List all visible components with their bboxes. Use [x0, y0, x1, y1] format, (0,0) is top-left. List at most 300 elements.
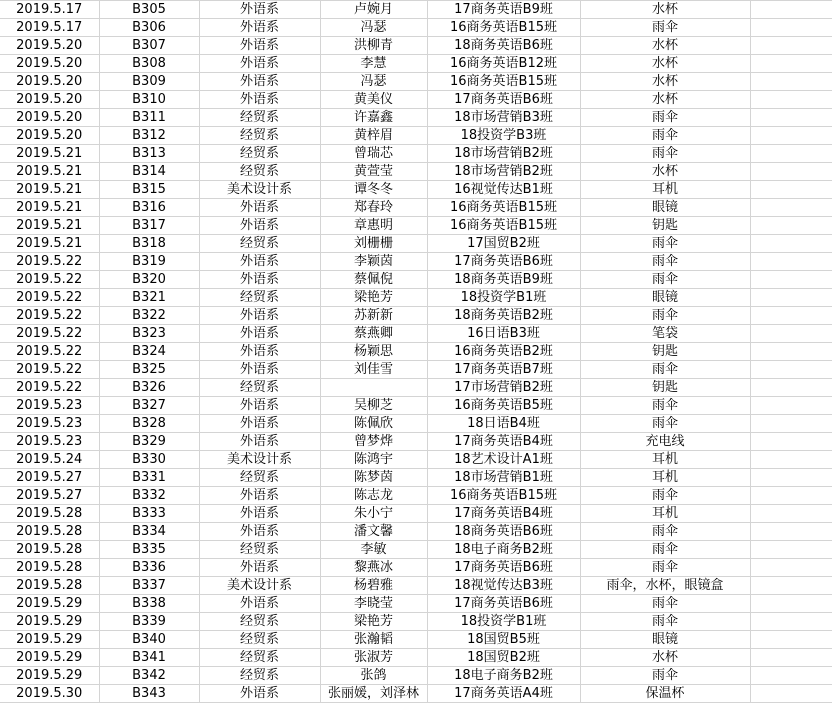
class-cell[interactable]: 17商务英语B6班 [427, 595, 580, 613]
date-cell[interactable]: 2019.5.21 [0, 235, 99, 253]
date-cell[interactable]: 2019.5.28 [0, 505, 99, 523]
table-row [0, 73, 832, 91]
item-cell[interactable]: 雨伞 [580, 145, 750, 163]
room-cell[interactable]: B324 [99, 343, 199, 361]
table-row [0, 235, 832, 253]
table-row [0, 55, 832, 73]
empty-cell[interactable] [750, 19, 832, 37]
student-name-cell[interactable]: 郑春玲 [320, 199, 427, 217]
class-cell[interactable]: 18市场营销B1班 [427, 469, 580, 487]
class-cell[interactable]: 16视觉传达B1班 [427, 181, 580, 199]
room-cell[interactable]: B323 [99, 325, 199, 343]
date-cell[interactable]: 2019.5.21 [0, 163, 99, 181]
class-cell[interactable]: 18国贸B2班 [427, 649, 580, 667]
room-cell[interactable]: B339 [99, 613, 199, 631]
date-cell[interactable]: 2019.5.21 [0, 181, 99, 199]
table-row [0, 469, 832, 487]
item-cell[interactable]: 雨伞 [580, 271, 750, 289]
empty-cell[interactable] [750, 613, 832, 631]
student-name-cell[interactable]: 冯瑟 [320, 19, 427, 37]
date-cell[interactable]: 2019.5.22 [0, 289, 99, 307]
empty-cell[interactable] [750, 55, 832, 73]
empty-cell[interactable] [750, 451, 832, 469]
table-row [0, 577, 832, 595]
class-cell[interactable]: 17国贸B2班 [427, 235, 580, 253]
table-row [0, 343, 832, 361]
item-cell[interactable]: 水杯 [580, 1, 750, 19]
empty-cell[interactable] [750, 649, 832, 667]
department-cell[interactable]: 外语系 [199, 19, 320, 37]
student-name-cell[interactable]: 曾梦烨 [320, 433, 427, 451]
class-cell[interactable]: 18电子商务B2班 [427, 667, 580, 685]
item-cell[interactable]: 雨伞 [580, 235, 750, 253]
department-cell[interactable]: 外语系 [199, 685, 320, 703]
empty-cell[interactable] [750, 235, 832, 253]
item-cell[interactable]: 雨伞 [580, 523, 750, 541]
room-cell[interactable]: B340 [99, 631, 199, 649]
student-name-cell[interactable]: 陈鸿宇 [320, 451, 427, 469]
department-cell[interactable]: 外语系 [199, 433, 320, 451]
room-cell[interactable]: B307 [99, 37, 199, 55]
date-cell[interactable]: 2019.5.20 [0, 73, 99, 91]
room-cell[interactable]: B326 [99, 379, 199, 397]
item-cell[interactable]: 雨伞 [580, 109, 750, 127]
department-cell[interactable]: 经贸系 [199, 469, 320, 487]
date-cell[interactable]: 2019.5.20 [0, 109, 99, 127]
student-name-cell[interactable]: 刘栅栅 [320, 235, 427, 253]
empty-cell[interactable] [750, 163, 832, 181]
item-cell[interactable]: 雨伞 [580, 307, 750, 325]
department-cell[interactable]: 经贸系 [199, 667, 320, 685]
class-cell[interactable]: 16商务英语B15班 [427, 199, 580, 217]
room-cell[interactable]: B330 [99, 451, 199, 469]
table-row [0, 163, 832, 181]
empty-cell[interactable] [750, 595, 832, 613]
student-name-cell[interactable]: 张丽媛，刘泽林 [320, 685, 427, 703]
date-cell[interactable]: 2019.5.28 [0, 559, 99, 577]
class-cell[interactable]: 18投资学B1班 [427, 613, 580, 631]
date-cell[interactable]: 2019.5.17 [0, 1, 99, 19]
department-cell[interactable]: 外语系 [199, 343, 320, 361]
empty-cell[interactable] [750, 415, 832, 433]
class-cell[interactable]: 18艺术设计A1班 [427, 451, 580, 469]
class-cell[interactable]: 16商务英语B12班 [427, 55, 580, 73]
empty-cell[interactable] [750, 91, 832, 109]
empty-cell[interactable] [750, 145, 832, 163]
department-cell[interactable]: 经贸系 [199, 289, 320, 307]
class-cell[interactable]: 18视觉传达B3班 [427, 577, 580, 595]
item-cell[interactable]: 眼镜 [580, 289, 750, 307]
room-cell[interactable]: B342 [99, 667, 199, 685]
class-cell[interactable]: 17商务英语B7班 [427, 361, 580, 379]
class-cell[interactable]: 18投资学B3班 [427, 127, 580, 145]
empty-cell[interactable] [750, 217, 832, 235]
empty-cell[interactable] [750, 559, 832, 577]
department-cell[interactable]: 经贸系 [199, 145, 320, 163]
student-name-cell[interactable]: 陈梦茵 [320, 469, 427, 487]
table-row [0, 91, 832, 109]
date-cell[interactable]: 2019.5.22 [0, 253, 99, 271]
date-cell[interactable]: 2019.5.20 [0, 91, 99, 109]
class-cell[interactable]: 18商务英语B2班 [427, 307, 580, 325]
class-cell[interactable]: 17商务英语B4班 [427, 505, 580, 523]
room-cell[interactable]: B338 [99, 595, 199, 613]
date-cell[interactable]: 2019.5.23 [0, 415, 99, 433]
room-cell[interactable]: B334 [99, 523, 199, 541]
item-cell[interactable]: 雨伞 [580, 559, 750, 577]
table-row [0, 109, 832, 127]
department-cell[interactable]: 经贸系 [199, 649, 320, 667]
class-cell[interactable]: 17商务英语B4班 [427, 433, 580, 451]
room-cell[interactable]: B310 [99, 91, 199, 109]
empty-cell[interactable] [750, 253, 832, 271]
date-cell[interactable]: 2019.5.23 [0, 397, 99, 415]
class-cell[interactable]: 18市场营销B2班 [427, 163, 580, 181]
department-cell[interactable]: 外语系 [199, 91, 320, 109]
table-row [0, 505, 832, 523]
student-name-cell[interactable]: 黄美仪 [320, 91, 427, 109]
department-cell[interactable]: 外语系 [199, 73, 320, 91]
room-cell[interactable]: B313 [99, 145, 199, 163]
department-cell[interactable]: 外语系 [199, 307, 320, 325]
room-cell[interactable]: B333 [99, 505, 199, 523]
class-cell[interactable]: 16商务英语B2班 [427, 343, 580, 361]
empty-cell[interactable] [750, 685, 832, 703]
table-row [0, 217, 832, 235]
student-name-cell[interactable]: 李晓莹 [320, 595, 427, 613]
date-cell[interactable]: 2019.5.17 [0, 19, 99, 37]
room-cell[interactable]: B318 [99, 235, 199, 253]
class-cell[interactable]: 18市场营销B3班 [427, 109, 580, 127]
item-cell[interactable]: 水杯 [580, 91, 750, 109]
date-cell[interactable]: 2019.5.24 [0, 451, 99, 469]
item-cell[interactable]: 笔袋 [580, 325, 750, 343]
department-cell[interactable]: 外语系 [199, 595, 320, 613]
room-cell[interactable]: B320 [99, 271, 199, 289]
empty-cell[interactable] [750, 127, 832, 145]
table-row [0, 1, 832, 19]
item-cell[interactable]: 雨伞 [580, 595, 750, 613]
class-cell[interactable]: 17商务英语B6班 [427, 559, 580, 577]
table-row [0, 325, 832, 343]
student-name-cell[interactable]: 曾瑞芯 [320, 145, 427, 163]
department-cell[interactable]: 外语系 [199, 325, 320, 343]
room-cell[interactable]: B306 [99, 19, 199, 37]
room-cell[interactable]: B309 [99, 73, 199, 91]
room-cell[interactable]: B321 [99, 289, 199, 307]
student-name-cell[interactable]: 卢婉月 [320, 1, 427, 19]
item-cell[interactable]: 雨伞，水杯，眼镜盒 [580, 577, 750, 595]
student-name-cell[interactable]: 朱小宁 [320, 505, 427, 523]
class-cell[interactable]: 17商务英语B6班 [427, 253, 580, 271]
empty-cell[interactable] [750, 361, 832, 379]
student-name-cell[interactable]: 黄萱莹 [320, 163, 427, 181]
room-cell[interactable]: B327 [99, 397, 199, 415]
empty-cell[interactable] [750, 667, 832, 685]
student-name-cell[interactable]: 黄梓眉 [320, 127, 427, 145]
item-cell[interactable]: 雨伞 [580, 613, 750, 631]
empty-cell[interactable] [750, 631, 832, 649]
room-cell[interactable]: B332 [99, 487, 199, 505]
department-cell[interactable]: 经贸系 [199, 109, 320, 127]
student-name-cell[interactable]: 刘佳雪 [320, 361, 427, 379]
room-cell[interactable]: B337 [99, 577, 199, 595]
class-cell[interactable]: 18日语B4班 [427, 415, 580, 433]
date-cell[interactable]: 2019.5.29 [0, 667, 99, 685]
department-cell[interactable]: 外语系 [199, 361, 320, 379]
student-name-cell[interactable]: 李敏 [320, 541, 427, 559]
department-cell[interactable]: 外语系 [199, 55, 320, 73]
department-cell[interactable]: 外语系 [199, 37, 320, 55]
empty-cell[interactable] [750, 37, 832, 55]
room-cell[interactable]: B315 [99, 181, 199, 199]
class-cell[interactable]: 18市场营销B2班 [427, 145, 580, 163]
date-cell[interactable]: 2019.5.28 [0, 523, 99, 541]
item-cell[interactable]: 水杯 [580, 55, 750, 73]
table-row [0, 145, 832, 163]
room-cell[interactable]: B311 [99, 109, 199, 127]
department-cell[interactable]: 外语系 [199, 1, 320, 19]
student-name-cell[interactable]: 李慧 [320, 55, 427, 73]
class-cell[interactable]: 18国贸B5班 [427, 631, 580, 649]
date-cell[interactable]: 2019.5.22 [0, 379, 99, 397]
student-name-cell[interactable]: 梁艳芳 [320, 289, 427, 307]
class-cell[interactable]: 16商务英语B15班 [427, 19, 580, 37]
empty-cell[interactable] [750, 109, 832, 127]
department-cell[interactable]: 经贸系 [199, 163, 320, 181]
date-cell[interactable]: 2019.5.29 [0, 631, 99, 649]
item-cell[interactable]: 水杯 [580, 163, 750, 181]
item-cell[interactable]: 雨伞 [580, 415, 750, 433]
item-cell[interactable]: 雨伞 [580, 19, 750, 37]
student-name-cell[interactable]: 蔡佩倪 [320, 271, 427, 289]
item-cell[interactable]: 耳机 [580, 451, 750, 469]
item-cell[interactable]: 雨伞 [580, 667, 750, 685]
room-cell[interactable]: B317 [99, 217, 199, 235]
class-cell[interactable]: 16商务英语B15班 [427, 217, 580, 235]
empty-cell[interactable] [750, 433, 832, 451]
student-name-cell[interactable]: 洪柳青 [320, 37, 427, 55]
table-row [0, 397, 832, 415]
date-cell[interactable]: 2019.5.28 [0, 577, 99, 595]
class-cell[interactable]: 17商务英语B9班 [427, 1, 580, 19]
student-name-cell[interactable]: 杨颖思 [320, 343, 427, 361]
date-cell[interactable]: 2019.5.29 [0, 649, 99, 667]
department-cell[interactable]: 外语系 [199, 487, 320, 505]
class-cell[interactable]: 16商务英语B15班 [427, 487, 580, 505]
item-cell[interactable]: 耳机 [580, 469, 750, 487]
item-cell[interactable]: 水杯 [580, 37, 750, 55]
date-cell[interactable]: 2019.5.20 [0, 127, 99, 145]
item-cell[interactable]: 雨伞 [580, 541, 750, 559]
class-cell[interactable]: 18电子商务B2班 [427, 541, 580, 559]
table-row [0, 19, 832, 37]
item-cell[interactable]: 耳机 [580, 181, 750, 199]
item-cell[interactable]: 水杯 [580, 649, 750, 667]
date-cell[interactable]: 2019.5.22 [0, 307, 99, 325]
date-cell[interactable]: 2019.5.22 [0, 343, 99, 361]
class-cell[interactable]: 17商务英语A4班 [427, 685, 580, 703]
room-cell[interactable]: B341 [99, 649, 199, 667]
department-cell[interactable]: 美术设计系 [199, 577, 320, 595]
empty-cell[interactable] [750, 199, 832, 217]
department-cell[interactable]: 经贸系 [199, 379, 320, 397]
department-cell[interactable]: 经贸系 [199, 631, 320, 649]
room-cell[interactable]: B312 [99, 127, 199, 145]
department-cell[interactable]: 经贸系 [199, 541, 320, 559]
department-cell[interactable]: 外语系 [199, 415, 320, 433]
empty-cell[interactable] [750, 343, 832, 361]
item-cell[interactable]: 钥匙 [580, 343, 750, 361]
class-cell[interactable]: 18商务英语B6班 [427, 523, 580, 541]
table-row [0, 289, 832, 307]
empty-cell[interactable] [750, 487, 832, 505]
empty-cell[interactable] [750, 73, 832, 91]
student-name-cell[interactable]: 章惠明 [320, 217, 427, 235]
date-cell[interactable]: 2019.5.29 [0, 613, 99, 631]
department-cell[interactable]: 外语系 [199, 253, 320, 271]
date-cell[interactable]: 2019.5.30 [0, 685, 99, 703]
date-cell[interactable]: 2019.5.22 [0, 271, 99, 289]
empty-cell[interactable] [750, 1, 832, 19]
class-cell[interactable]: 16商务英语B15班 [427, 73, 580, 91]
item-cell[interactable]: 雨伞 [580, 487, 750, 505]
item-cell[interactable]: 雨伞 [580, 397, 750, 415]
student-name-cell[interactable]: 谭冬冬 [320, 181, 427, 199]
empty-cell[interactable] [750, 505, 832, 523]
table-row [0, 685, 832, 703]
empty-cell[interactable] [750, 325, 832, 343]
student-name-cell[interactable]: 李颖茵 [320, 253, 427, 271]
department-cell[interactable]: 美术设计系 [199, 451, 320, 469]
date-cell[interactable]: 2019.5.23 [0, 433, 99, 451]
room-cell[interactable]: B314 [99, 163, 199, 181]
room-cell[interactable]: B343 [99, 685, 199, 703]
item-cell[interactable]: 雨伞 [580, 127, 750, 145]
empty-cell[interactable] [750, 271, 832, 289]
item-cell[interactable]: 充电线 [580, 433, 750, 451]
room-cell[interactable]: B316 [99, 199, 199, 217]
empty-cell[interactable] [750, 577, 832, 595]
table-row [0, 631, 832, 649]
room-cell[interactable]: B336 [99, 559, 199, 577]
date-cell[interactable]: 2019.5.27 [0, 487, 99, 505]
empty-cell[interactable] [750, 541, 832, 559]
class-cell[interactable]: 18商务英语B9班 [427, 271, 580, 289]
department-cell[interactable]: 美术设计系 [199, 181, 320, 199]
department-cell[interactable]: 外语系 [199, 505, 320, 523]
empty-cell[interactable] [750, 181, 832, 199]
class-cell[interactable]: 18商务英语B6班 [427, 37, 580, 55]
department-cell[interactable]: 经贸系 [199, 613, 320, 631]
department-cell[interactable]: 经贸系 [199, 235, 320, 253]
table-row [0, 451, 832, 469]
date-cell[interactable]: 2019.5.22 [0, 361, 99, 379]
date-cell[interactable]: 2019.5.20 [0, 55, 99, 73]
class-cell[interactable]: 16商务英语B5班 [427, 397, 580, 415]
item-cell[interactable]: 水杯 [580, 73, 750, 91]
date-cell[interactable]: 2019.5.21 [0, 145, 99, 163]
date-cell[interactable]: 2019.5.21 [0, 217, 99, 235]
date-cell[interactable]: 2019.5.20 [0, 37, 99, 55]
item-cell[interactable]: 钥匙 [580, 217, 750, 235]
date-cell[interactable]: 2019.5.21 [0, 199, 99, 217]
department-cell[interactable]: 经贸系 [199, 127, 320, 145]
student-name-cell[interactable]: 陈佩欣 [320, 415, 427, 433]
room-cell[interactable]: B305 [99, 1, 199, 19]
item-cell[interactable]: 雨伞 [580, 253, 750, 271]
student-name-cell[interactable]: 黎燕冰 [320, 559, 427, 577]
student-name-cell[interactable] [320, 379, 427, 397]
table-row [0, 361, 832, 379]
room-cell[interactable]: B328 [99, 415, 199, 433]
table-row [0, 127, 832, 145]
room-cell[interactable]: B329 [99, 433, 199, 451]
student-name-cell[interactable]: 冯瑟 [320, 73, 427, 91]
department-cell[interactable]: 外语系 [199, 523, 320, 541]
item-cell[interactable]: 耳机 [580, 505, 750, 523]
class-cell[interactable]: 17商务英语B6班 [427, 91, 580, 109]
date-cell[interactable]: 2019.5.28 [0, 541, 99, 559]
empty-cell[interactable] [750, 289, 832, 307]
empty-cell[interactable] [750, 397, 832, 415]
department-cell[interactable]: 外语系 [199, 199, 320, 217]
student-name-cell[interactable]: 潘文馨 [320, 523, 427, 541]
table-row [0, 379, 832, 397]
date-cell[interactable]: 2019.5.29 [0, 595, 99, 613]
date-cell[interactable]: 2019.5.22 [0, 325, 99, 343]
room-cell[interactable]: B335 [99, 541, 199, 559]
student-name-cell[interactable]: 许嘉鑫 [320, 109, 427, 127]
student-name-cell[interactable]: 吴柳芝 [320, 397, 427, 415]
student-name-cell[interactable]: 杨碧雅 [320, 577, 427, 595]
item-cell[interactable]: 钥匙 [580, 379, 750, 397]
room-cell[interactable]: B322 [99, 307, 199, 325]
department-cell[interactable]: 外语系 [199, 397, 320, 415]
table-row [0, 253, 832, 271]
empty-cell[interactable] [750, 469, 832, 487]
student-name-cell[interactable]: 张瀚韬 [320, 631, 427, 649]
empty-cell[interactable] [750, 523, 832, 541]
table-row [0, 415, 832, 433]
room-cell[interactable]: B331 [99, 469, 199, 487]
date-cell[interactable]: 2019.5.27 [0, 469, 99, 487]
department-cell[interactable]: 外语系 [199, 217, 320, 235]
room-cell[interactable]: B308 [99, 55, 199, 73]
student-name-cell[interactable]: 蔡燕卿 [320, 325, 427, 343]
class-cell[interactable]: 17市场营销B2班 [427, 379, 580, 397]
class-cell[interactable]: 18投资学B1班 [427, 289, 580, 307]
room-cell[interactable]: B325 [99, 361, 199, 379]
student-name-cell[interactable]: 苏新新 [320, 307, 427, 325]
department-cell[interactable]: 外语系 [199, 559, 320, 577]
item-cell[interactable]: 眼镜 [580, 199, 750, 217]
student-name-cell[interactable]: 陈志龙 [320, 487, 427, 505]
room-cell[interactable]: B319 [99, 253, 199, 271]
item-cell[interactable]: 眼镜 [580, 631, 750, 649]
student-name-cell[interactable]: 梁艳芳 [320, 613, 427, 631]
class-cell[interactable]: 16日语B3班 [427, 325, 580, 343]
empty-cell[interactable] [750, 307, 832, 325]
item-cell[interactable]: 保温杯 [580, 685, 750, 703]
student-name-cell[interactable]: 张淑芳 [320, 649, 427, 667]
table-row [0, 271, 832, 289]
department-cell[interactable]: 外语系 [199, 271, 320, 289]
empty-cell[interactable] [750, 379, 832, 397]
table-row [0, 559, 832, 577]
item-cell[interactable]: 雨伞 [580, 361, 750, 379]
student-name-cell[interactable]: 张鸽 [320, 667, 427, 685]
